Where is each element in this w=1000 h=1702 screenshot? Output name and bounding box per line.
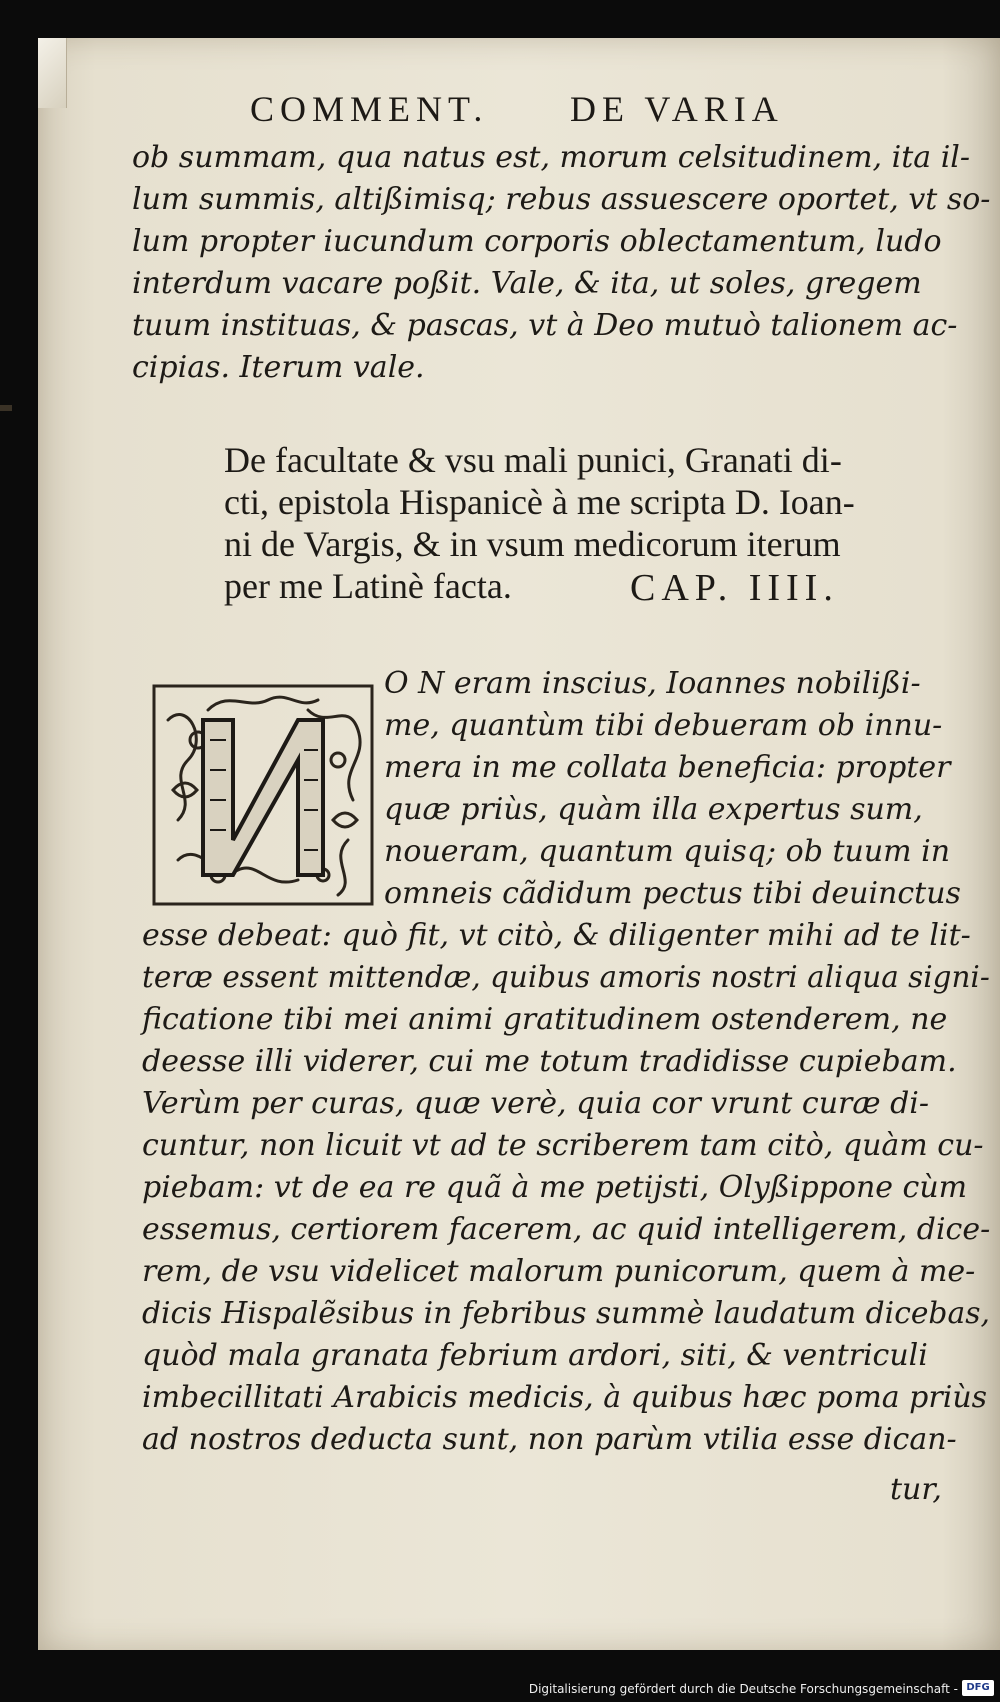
running-head-left: COMMENT. <box>250 89 489 129</box>
text-line: cipias. Iterum vale. <box>132 350 425 385</box>
heading-line: cti, epistola Hispanicè à me scripta D. Ioan- <box>224 482 855 522</box>
heading-line: ni de Vargis, & in vsum medicorum iterum <box>224 524 841 564</box>
text-line: imbecillitati Arabicis medicis, à quibus hæc poma priùs <box>142 1380 988 1415</box>
page-edge-mark <box>0 405 12 411</box>
heading-line: per me Latinè facta. <box>224 566 512 606</box>
text-line: tuum instituas, & pascas, vt à Deo mutuò talionem ac- <box>132 308 958 343</box>
text-line: noueram, quantum quisq; ob tuum in <box>384 834 951 869</box>
text-line: dicis Hispalẽsibus in febribus summè laudatum dicebas, <box>142 1296 990 1331</box>
text-line: piebam: vt de ea re quã à me petijsti, Olyßippone cùm <box>142 1170 968 1205</box>
text-line: esse debeat: quò fit, vt citò, & diligenter mihi ad te lit- <box>142 918 971 953</box>
text-line: teræ essent mittendæ, quibus amoris nostri aliqua signi- <box>142 960 990 995</box>
text-line: interdum vacare poßit. Vale, & ita, ut soles, gregem <box>132 266 922 301</box>
heading-line: De facultate & vsu mali punici, Granati di- <box>224 440 842 480</box>
running-head-right: DE VARIA <box>570 89 784 129</box>
dfg-logo: DFG <box>962 1680 994 1696</box>
footer-credit: Digitalisierung gefördert durch die Deutsche Forschungsgemeinschaft - <box>528 1682 958 1696</box>
catchword: tur, <box>890 1472 942 1507</box>
text-line: quæ priùs, quàm illa expertus sum, <box>384 792 923 827</box>
folded-page-corner <box>38 38 67 108</box>
text-line: omneis cãdidum pectus tibi deuinctus <box>384 876 961 911</box>
text-line: ob summam, qua natus est, morum celsitudinem, ita il- <box>132 140 971 175</box>
text-line: deesse illi viderer, cui me totum tradidisse cupiebam. <box>142 1044 957 1079</box>
text-line: me, quantùm tibi debueram ob innu- <box>384 708 943 743</box>
text-line: rem, de vsu videlicet malorum punicorum, quem à me- <box>142 1254 976 1289</box>
text-line: lum summis, altißimisq; rebus assuescere oportet, vt so- <box>132 182 991 217</box>
chapter-label: CAP. IIII. <box>630 567 839 609</box>
floral-initial-image <box>148 680 378 910</box>
text-line: mera in me collata beneficia: propter <box>384 750 951 785</box>
text-line: ad nostros deducta sunt, non parùm vtilia esse dican- <box>142 1422 957 1457</box>
text-line: lum propter iucundum corporis oblectamentum, ludo <box>132 224 942 259</box>
text-line: ficatione tibi mei animi gratitudinem ostenderem, ne <box>142 1002 948 1037</box>
running-head <box>250 88 870 128</box>
text-line: Verùm per curas, quæ verè, quia cor vrunt curæ di- <box>142 1086 930 1121</box>
text-line: quòd mala granata febrium ardori, siti, & ventriculi <box>142 1338 928 1373</box>
decorated-initial-n <box>148 680 378 910</box>
text-line: cuntur, non licuit vt ad te scriberem tam citò, quàm cu- <box>142 1128 984 1163</box>
text-line: O N eram inscius, Ioannes nobilißi- <box>384 666 921 701</box>
text-line: essemus, certiorem facerem, ac quid intelligerem, dice- <box>142 1212 991 1247</box>
initial-letter: N <box>148 680 149 681</box>
